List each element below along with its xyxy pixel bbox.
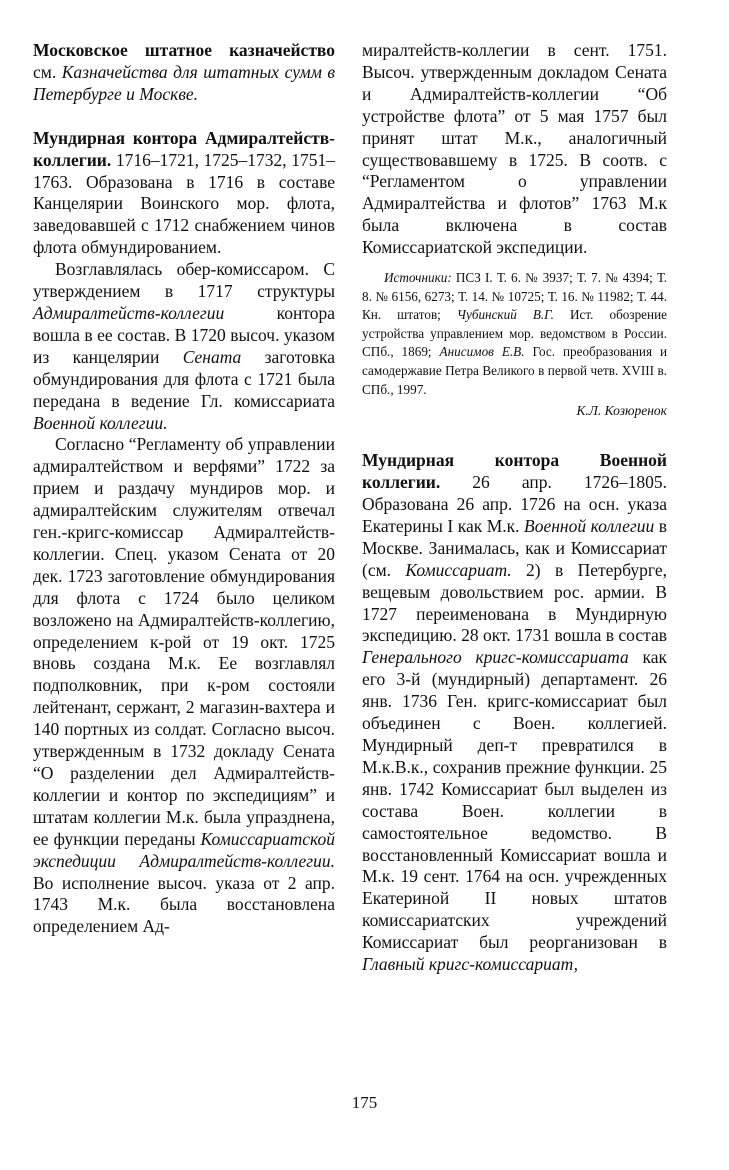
- entry-admiralty-uniform-office: Мундирная контора Адмиралтейств-коллегии. 1716–1721, 1725–1732, 1751–1763. Образована в 1716 в составе Канцелярии Воинского мор. флота, заведовавшей с 1712 снабжением чинов флота обмундированием.: [33, 127, 335, 258]
- author-name: Чубинский В.Г.: [456, 307, 554, 323]
- entry-title: Московское штатное казначейство: [33, 40, 335, 60]
- author-name: Анисимов Е.В.: [439, 344, 525, 360]
- cross-reference-link[interactable]: Сената: [182, 346, 242, 367]
- paragraph: Согласно “Регламенту об управлении адмиралтейством и верфями” 1722 за прием и раздачу мундиров мор. и адмиралтейским служителям отвечал ген.-кригс-комиссар Адмиралтейств-коллегии. Спец. указом Сената от 20 дек. 1723 заготовление обмундирования для флота с 1724 было целиком возложено на Адмиралтейств-коллегию, определением к-рой от 19 окт. 1725 вновь создана М.к. Ее возглавлял подполковник, при к-ром состояли лейтенант, сержант, 2 магазин-вахтера и 140 портных из солдат. Согласно высоч. утвержденным в 1732 докладу Сената “О разделении дел Адмиралтейств-коллегии и контор по экспедициям” и штатам коллегии М.к. была упразднена, ее функции переданы Комиссариатской экспедиции Адмиралтейств-коллегии. Во исполнение высоч. указа от 2 апр. 1743 М.к. была восстановлена определением Ад-: [33, 434, 335, 937]
- cross-reference-link[interactable]: Комиссариат.: [405, 559, 512, 580]
- entry-war-college-uniform-office: Мундирная контора Военной коллегии. 26 апр. 1726–1805. Образована 26 апр. 1726 на осн. указа Екатерины I как М.к. Военной коллегии в Москве. Занималась, как и Комиссариат (см. Комиссариат. 2) в Петербурге, вещевым довольствием рос. армии. В 1727 переименована в Мундирную экспедицию. 28 окт. 1731 вошла в состав Генерального кригс-комиссариата как его 3-й (мундирный) департамент. 26 янв. 1736 Ген. кригс-комиссариат был объединен с Воен. коллегией. Мундирный деп-т превратился в М.к.В.к., сохранив прежние функции. 25 янв. 1742 Комиссариат был выделен из состава Воен. коллегии в самостоятельное ведомство. В восстановленный Комиссариат вошла и М.к. 19 сент. 1764 на осн. учрежденных Екатериной II новых штатов комиссариатских учреждений Комиссариат был реорганизован в Главный кригс-комиссариат,: [362, 450, 668, 975]
- cross-reference-link[interactable]: Комиссариатской экспедиции Адмиралтейств-коллегии.: [33, 828, 335, 871]
- cross-reference-link[interactable]: Генерального кригс-комиссариата: [362, 647, 629, 668]
- paragraph: миралтейств-коллегии в сент. 1751. Высоч. утвержденным докладом Сената и Адмиралтейств-коллегии “Об устройстве флота” от 5 мая 1757 был принят штат М.к., аналогичный существовавшему в 1725. В соотв. с “Регламентом о управлении Адмиралтейства и флотов” 1763 М.к была включена в состав Комиссариатской экспедиции.: [362, 40, 667, 258]
- cross-reference-link[interactable]: Военной коллегии: [524, 515, 655, 536]
- paragraph: Возглавлялась обер-комиссаром. С утверждением в 1717 структуры Адмиралтейств-коллегии контора вошла в ее состав. В 1720 высоч. указом из канцелярии Сената заготовка обмундирования для флота с 1721 была передана в ведение Гл. комиссариата Военной коллегии.: [33, 259, 336, 433]
- cross-reference-link[interactable]: Военной коллегии.: [33, 412, 168, 433]
- sources-label: Источники:: [384, 270, 452, 286]
- right-column: [362, 40, 667, 976]
- cross-reference-link[interactable]: Главный кригс-комиссариат,: [362, 954, 579, 975]
- entry-moscow-treasury: Московское штатное казначейство см. Казначейства для штатных сумм в Петербурге и Москве.: [33, 40, 336, 104]
- article-author: К.Л. Козюренок: [576, 403, 667, 419]
- entry-title: Мундирная контора Военной коллегии.: [362, 450, 667, 493]
- cross-reference-link[interactable]: Адмиралтейств-коллегии: [33, 302, 225, 323]
- cross-reference-link[interactable]: Казначейства для штатных сумм в Петербурге и Москве.: [33, 61, 336, 104]
- sources-block: Источники: ПСЗ I. Т. 6. № 3937; Т. 7. № 4394; Т. 8. № 6156, 6273; Т. 14. № 10725; Т. 16. № 11982; Т. 44. Кн. штатов; Чубинский В.Г. Ист. обозрение устройства управлением мор. ведомством в России. СПб., 1869; Анисимов Е.В. Гос. преобразования и самодержавие Петра Великого в первой четв. XVIII в. СПб., 1997.: [362, 270, 668, 397]
- left-column: [33, 40, 335, 938]
- entry-title: Мундирная контора Адмиралтейств-коллегии.: [33, 127, 335, 170]
- page-number: 175: [351, 1093, 378, 1112]
